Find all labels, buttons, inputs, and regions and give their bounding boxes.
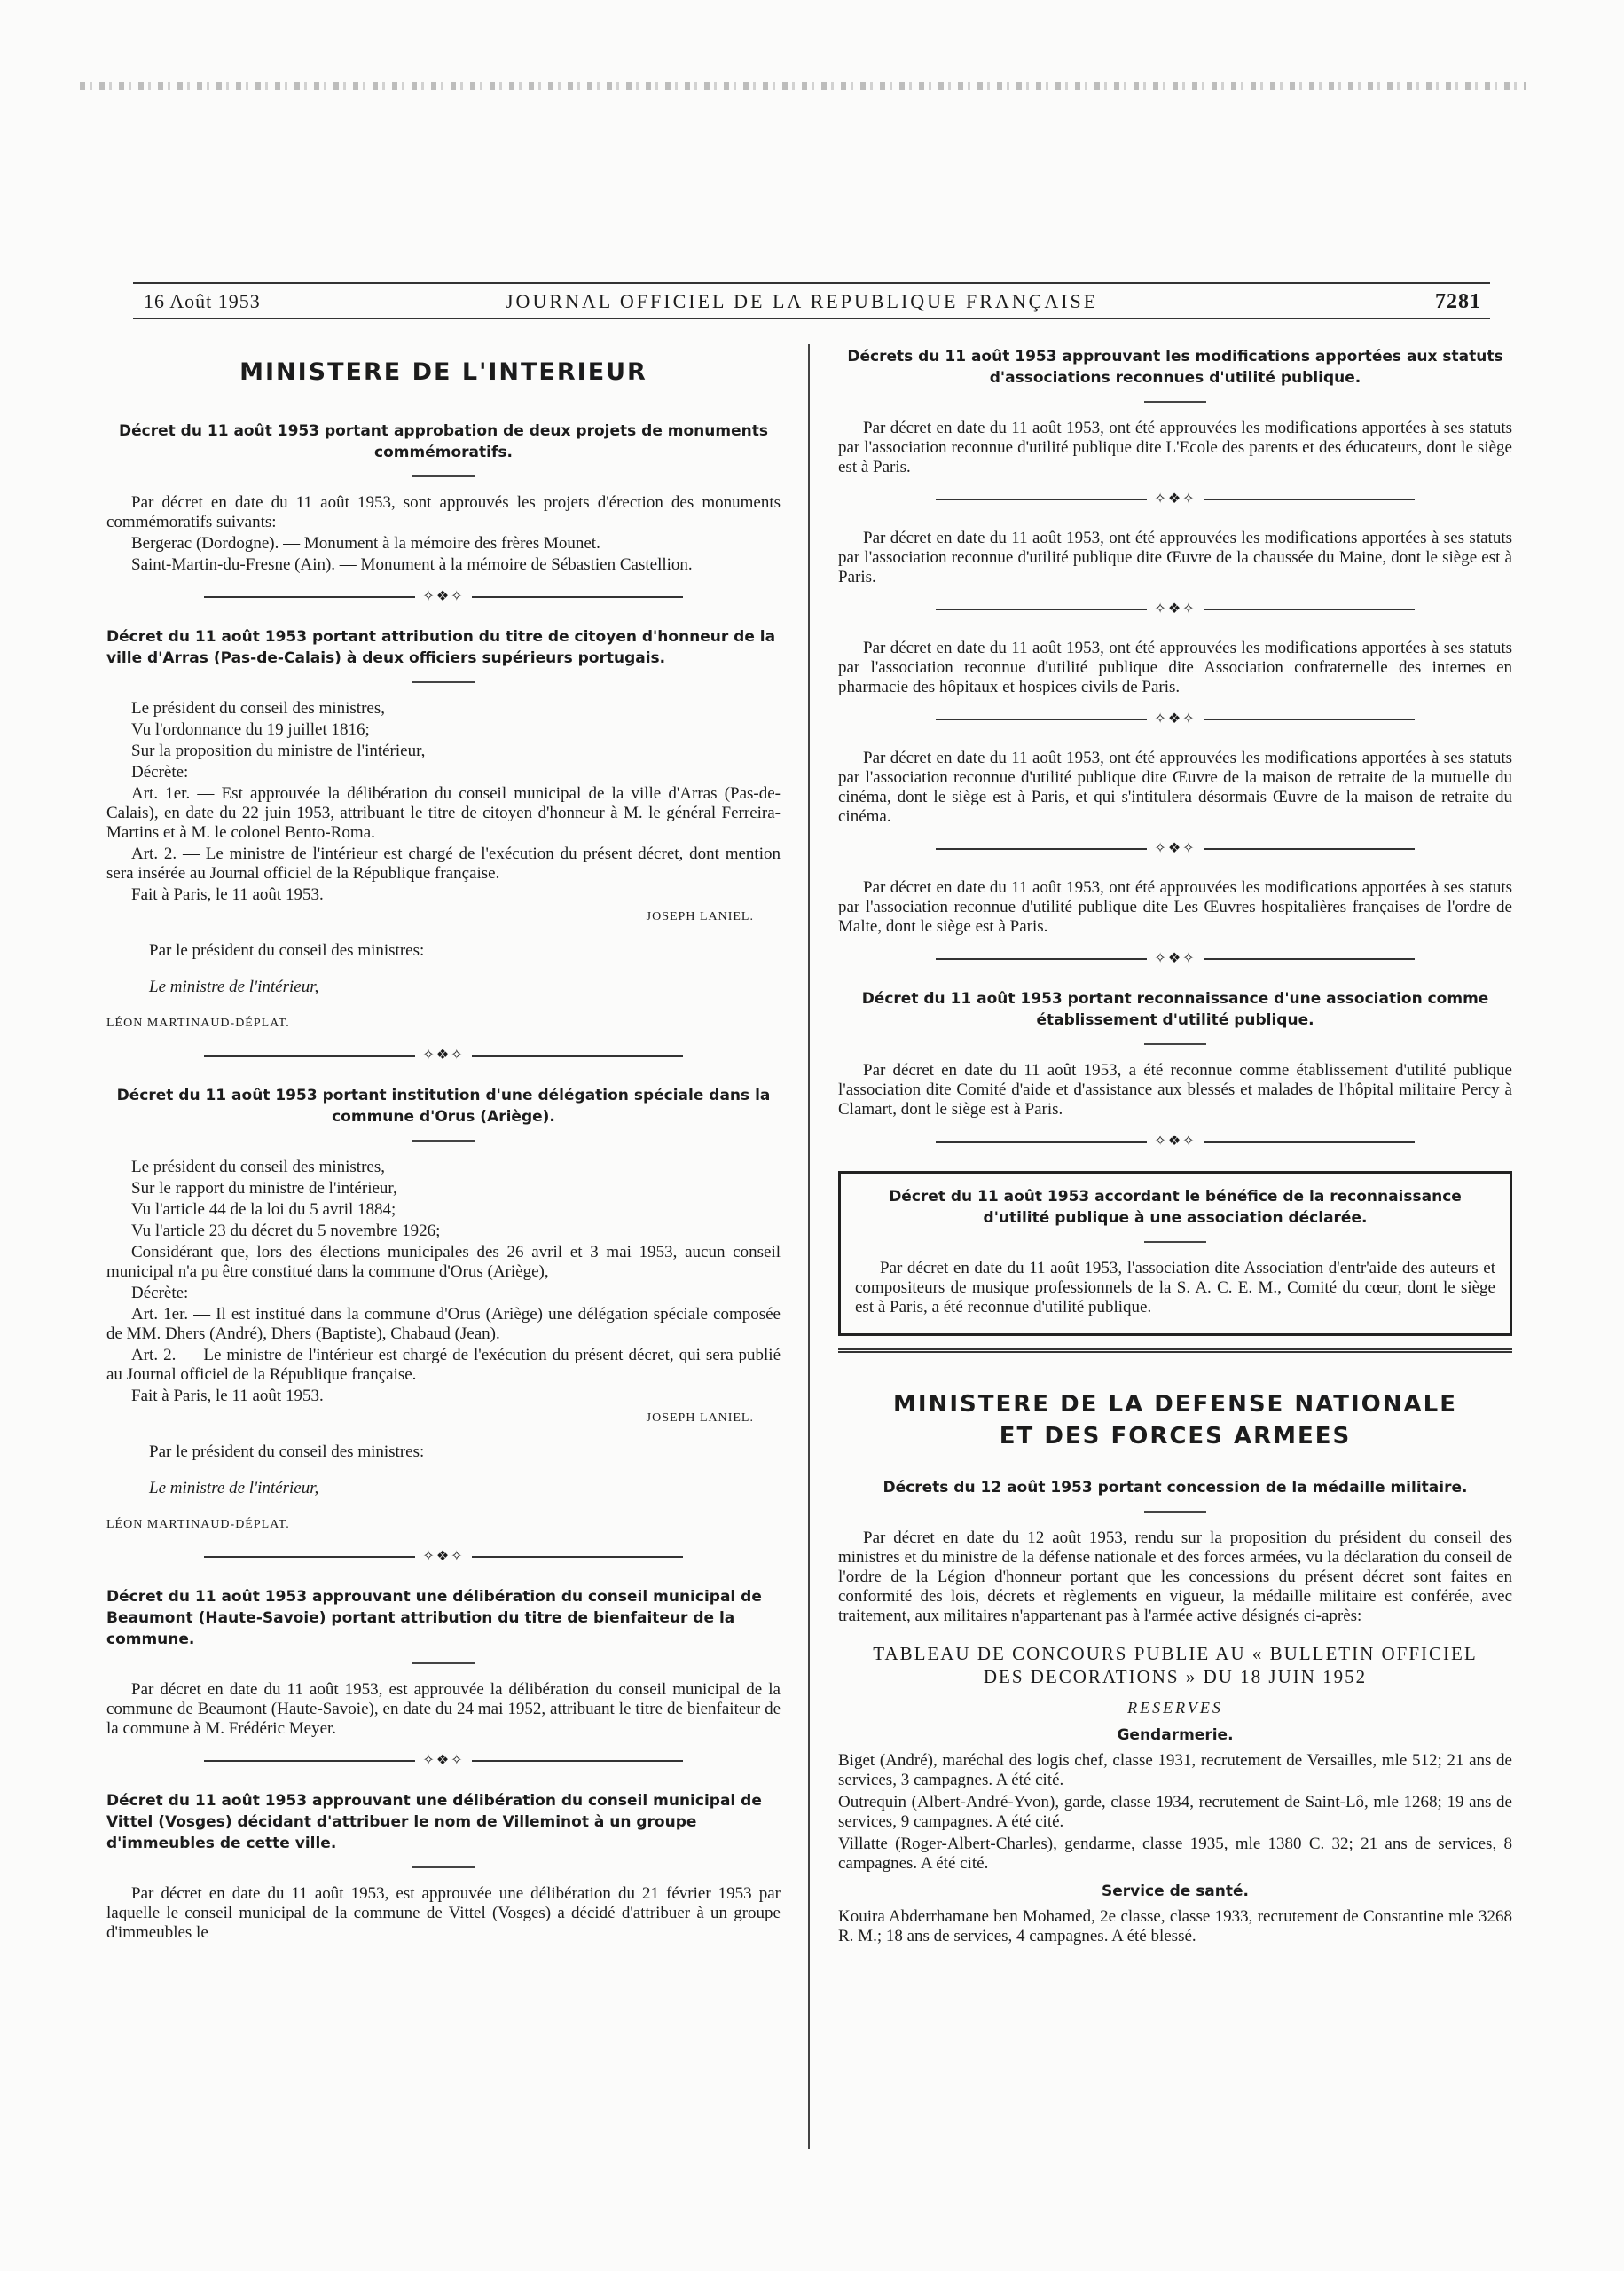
- ornament-divider: ✧❖✧: [838, 600, 1512, 619]
- short-rule: [1144, 401, 1206, 403]
- countersign-intro: Par le président du conseil des ministres:: [149, 1442, 425, 1461]
- right-column: [838, 346, 1512, 1949]
- decree-body: Par décret en date du 11 août 1953, est approuvée la délibération du conseil municipal de la commune de Beaumont (Haute-Savoie), en date du 24 mai 1952, attribuant le titre de bienfaiteur de la commune à M. Frédéric Meyer.: [106, 1680, 781, 1738]
- section-reserves: RESERVES: [1127, 1699, 1223, 1717]
- decree-article: Art. 1er. — Est approuvée la délibération du conseil municipal de la ville d'Arras (Pas-de-Calais), en date du 22 juin 1953, attribuant le titre de citoyen d'honneur à M. le général Ferreira-Martins et à M. le colonel Bento-Roma.: [106, 784, 781, 842]
- decree-decrete: Décrète:: [131, 1284, 189, 1302]
- ornament-divider: ✧❖✧: [838, 710, 1512, 729]
- short-rule: [412, 1140, 475, 1142]
- short-rule: [412, 475, 475, 477]
- decree-body: Par décret en date du 11 août 1953, ont été approuvées les modifications apportées à ses statuts par l'association reconnue d'utilité publique dite Les Œuvres hospitalières françaises de l'ordre de Malte, dont le siège est à Paris.: [838, 878, 1512, 936]
- decree-title: Décret du 11 août 1953 portant reconnaissance d'une association comme établissement d'utilité publique.: [861, 990, 1489, 1029]
- section-double-rule: [838, 1348, 1512, 1353]
- decree-text: Considérant que, lors des élections municipales des 26 avril et 3 mai 1953, aucun conseil municipal n'a pu être constitué dans la commune d'Orus (Ariège),: [106, 1243, 781, 1281]
- short-rule: [1144, 1241, 1206, 1243]
- decree-title: Décret du 11 août 1953 portant attribution du titre de citoyen d'honneur de la ville d'Arras (Pas-de-Calais) à deux officiers supérieurs portugais.: [106, 628, 776, 667]
- tableau-line: DES DECORATIONS » DU 18 JUIN 1952: [983, 1666, 1368, 1687]
- medal-entry: Villatte (Roger-Albert-Charles), gendarme, classe 1935, mle 1380 C. 32; 21 ans de services, 8 campagnes. A été cité.: [838, 1835, 1512, 1873]
- ornament-divider: ✧❖✧: [838, 839, 1512, 859]
- ministry-heading-defense: [838, 1388, 1512, 1452]
- medal-entry: Outrequin (Albert-André-Yvon), garde, classe 1934, recrutement de Saint-Lô, mle 1268; 19 ans de services, 9 campagnes. A été cité.: [838, 1793, 1512, 1831]
- decree-decrete: Décrète:: [131, 763, 189, 782]
- medal-entry: Biget (André), maréchal des logis chef, classe 1931, recrutement de Versailles, mle 512; 21 ans de services, 3 campagnes. A été cité.: [838, 1751, 1512, 1789]
- medal-entry: Kouira Abderrhamane ben Mohamed, 2e classe, classe 1933, recrutement de Constantine mle 3268 R. M.; 18 ans de services, 4 campagnes. A été blessé.: [838, 1907, 1512, 1945]
- decree-body: Par décret en date du 12 août 1953, rendu sur la proposition du président du conseil des ministres et du ministre de la défense nationale et des forces armées, vu la déclaration du conseil de l'ordre de la Légion d'honneur portant que les concessions du présent décret sont faites en conformité des lois, décrets et règlements en vigueur, la médaille militaire est conférée, avec traitement, aux militaires n'appartenant pas à l'armée active désignés ci-après:: [838, 1528, 1512, 1625]
- decree-arras: [106, 626, 781, 1033]
- column-divider: [808, 344, 810, 2149]
- decree-title: Décrets du 12 août 1953 portant concession de la médaille militaire.: [883, 1479, 1468, 1497]
- header-date: 16 Août 1953: [144, 290, 261, 312]
- decree-orus: [106, 1085, 781, 1535]
- ornament-divider: ✧❖✧: [106, 1751, 781, 1771]
- header-page-number: 7281: [1435, 290, 1481, 313]
- scan-noise-band: [80, 82, 1526, 90]
- decree-article: Art. 1er. — Il est institué dans la commune d'Orus (Ariège) une délégation spéciale composée de MM. Dhers (André), Dhers (Baptiste), Chabaud (Jean).: [106, 1305, 781, 1343]
- signature: JOSEPH LANIEL.: [646, 1411, 754, 1425]
- tableau-heading: [838, 1642, 1512, 1688]
- decree-text: Sur la proposition du ministre de l'intérieur,: [131, 742, 426, 760]
- countersign-intro: Par le président du conseil des ministres:: [149, 941, 425, 960]
- decree-title: Décret du 11 août 1953 approuvant une délibération du conseil municipal de Beaumont (Haute-Savoie) portant attribution du titre de bienfaiteur de la commune.: [106, 1588, 762, 1648]
- decree-monuments: [106, 420, 781, 575]
- decree-text: Vu l'ordonnance du 19 juillet 1816;: [131, 720, 370, 739]
- decree-title: Décret du 11 août 1953 accordant le bénéfice de la reconnaissance d'utilité publique à une association déclarée.: [889, 1188, 1462, 1227]
- short-rule: [412, 681, 475, 683]
- ministry-heading-line: MINISTERE DE LA DEFENSE NATIONALE: [893, 1391, 1457, 1418]
- decree-text: Le président du conseil des ministres,: [131, 699, 385, 718]
- ministry-heading-line: ET DES FORCES ARMEES: [999, 1423, 1352, 1450]
- ornament-divider: ✧❖✧: [838, 1132, 1512, 1151]
- decree-vittel: [106, 1790, 781, 1943]
- decree-beaumont: [106, 1586, 781, 1739]
- decree-medaille-militaire: [838, 1477, 1512, 1946]
- ornament-divider: ✧❖✧: [106, 1046, 781, 1065]
- decree-text: Vu l'article 44 de la loi du 5 avril 1884;: [131, 1200, 396, 1219]
- decree-text: Le président du conseil des ministres,: [131, 1158, 385, 1176]
- decree-text: Vu l'article 23 du décret du 5 novembre 1926;: [131, 1222, 441, 1240]
- countersign-name: LÉON MARTINAUD-DÉPLAT.: [106, 1017, 290, 1030]
- ornament-divider: ✧❖✧: [106, 1547, 781, 1567]
- decree-body: Par décret en date du 11 août 1953, ont été approuvées les modifications apportées à ses statuts par l'association reconnue d'utilité publique dite L'Ecole des parents et des éducateurs, dont le siège est à Paris.: [838, 419, 1512, 476]
- decrees-associations-statuts: [838, 346, 1512, 937]
- countersign-role: Le ministre de l'intérieur,: [149, 978, 319, 996]
- countersign-name: LÉON MARTINAUD-DÉPLAT.: [106, 1518, 290, 1531]
- ornament-divider: ✧❖✧: [106, 587, 781, 607]
- decree-article: Art. 2. — Le ministre de l'intérieur est chargé de l'exécution du présent décret, dont mention sera insérée au Journal officiel de la République française.: [106, 845, 781, 883]
- decree-item: Saint-Martin-du-Fresne (Ain). — Monument à la mémoire de Sébastien Castellion.: [131, 555, 693, 574]
- section-sante: Service de santé.: [1101, 1882, 1249, 1900]
- signature: JOSEPH LANIEL.: [646, 910, 754, 923]
- short-rule: [412, 1662, 475, 1664]
- ornament-divider: ✧❖✧: [838, 949, 1512, 969]
- decree-title: Décret du 11 août 1953 portant institution d'une délégation spéciale dans la commune d'Orus (Ariège).: [116, 1087, 771, 1126]
- decree-body: Par décret en date du 11 août 1953, est approuvée une délibération du 21 février 1953 par laquelle le conseil municipal de la commune de Vittel (Vosges) a décidé d'attribuer à un groupe d'immeubles le: [106, 1884, 781, 1942]
- decree-fait: Fait à Paris, le 11 août 1953.: [131, 885, 324, 904]
- decree-title: Décret du 11 août 1953 approuvant une délibération du conseil municipal de Vittel (Vosges) décidant d'attribuer le nom de Villeminot à un groupe d'immeubles de cette ville.: [106, 1792, 762, 1852]
- ornament-divider: ✧❖✧: [838, 490, 1512, 509]
- boxed-decree-utilite-publique: [838, 1171, 1512, 1336]
- section-gendarmerie: Gendarmerie.: [1117, 1726, 1234, 1744]
- decree-body: Par décret en date du 11 août 1953, ont été approuvées les modifications apportées à ses statuts par l'association reconnue d'utilité publique dite Œuvre de la maison de retraite de la mutuelle du cinéma, dont le siège est à Paris, et qui s'intitulera désormais Œuvre de la maison de retraite du cinéma.: [838, 749, 1512, 826]
- journal-header: [133, 282, 1490, 318]
- decree-intro: Par décret en date du 11 août 1953, sont approuvés les projets d'érection des monuments commémoratifs suivants:: [106, 493, 781, 531]
- short-rule: [412, 1866, 475, 1868]
- header-title: JOURNAL OFFICIEL DE LA REPUBLIQUE FRANÇAISE: [506, 290, 1099, 312]
- decree-reconnaissance-etablissement: [838, 988, 1512, 1120]
- decree-body: Par décret en date du 11 août 1953, a été reconnue comme établissement d'utilité publique l'association dite Comité d'aide et d'assistance aux blessés et malades de l'hôpital militaire Percy à Clamart, dont le siège est à Paris.: [838, 1061, 1512, 1119]
- left-column: [106, 346, 781, 1945]
- decree-title: Décrets du 11 août 1953 approuvant les modifications apportées aux statuts d'associations reconnues d'utilité publique.: [847, 348, 1503, 387]
- header-bottom-rule: [133, 318, 1490, 319]
- short-rule: [1144, 1043, 1206, 1045]
- tableau-line: TABLEAU DE CONCOURS PUBLIE AU « BULLETIN OFFICIEL: [873, 1643, 1478, 1664]
- decree-fait: Fait à Paris, le 11 août 1953.: [131, 1387, 324, 1405]
- decree-item: Bergerac (Dordogne). — Monument à la mémoire des frères Mounet.: [131, 534, 600, 553]
- decree-title: Décret du 11 août 1953 portant approbation de deux projets de monuments commémoratifs.: [119, 422, 768, 461]
- ministry-heading-interieur: MINISTERE DE L'INTERIEUR: [239, 358, 647, 386]
- decree-text: Sur le rapport du ministre de l'intérieur,: [131, 1179, 397, 1198]
- decree-body: Par décret en date du 11 août 1953, l'association dite Association d'entr'aide des auteurs et compositeurs de musique professionnels de la S. A. C. E. M., Comité du cœur, dont le siège est à Paris, a été reconnue d'utilité publique.: [855, 1259, 1495, 1316]
- header-top-rule: [133, 282, 1490, 284]
- countersign-role: Le ministre de l'intérieur,: [149, 1479, 319, 1497]
- decree-body: Par décret en date du 11 août 1953, ont été approuvées les modifications apportées à ses statuts par l'association reconnue d'utilité publique dite Association confraternelle des internes en pharmacie des hôpitaux et hospices civils de Paris.: [838, 639, 1512, 696]
- short-rule: [1144, 1511, 1206, 1513]
- decree-body: Par décret en date du 11 août 1953, ont été approuvées les modifications apportées à ses statuts par l'association reconnue d'utilité publique dite Œuvre de la chaussée du Maine, dont le siège est à Paris.: [838, 529, 1512, 586]
- decree-article: Art. 2. — Le ministre de l'intérieur est chargé de l'exécution du présent décret, qui sera publié au Journal officiel de la République française.: [106, 1346, 781, 1384]
